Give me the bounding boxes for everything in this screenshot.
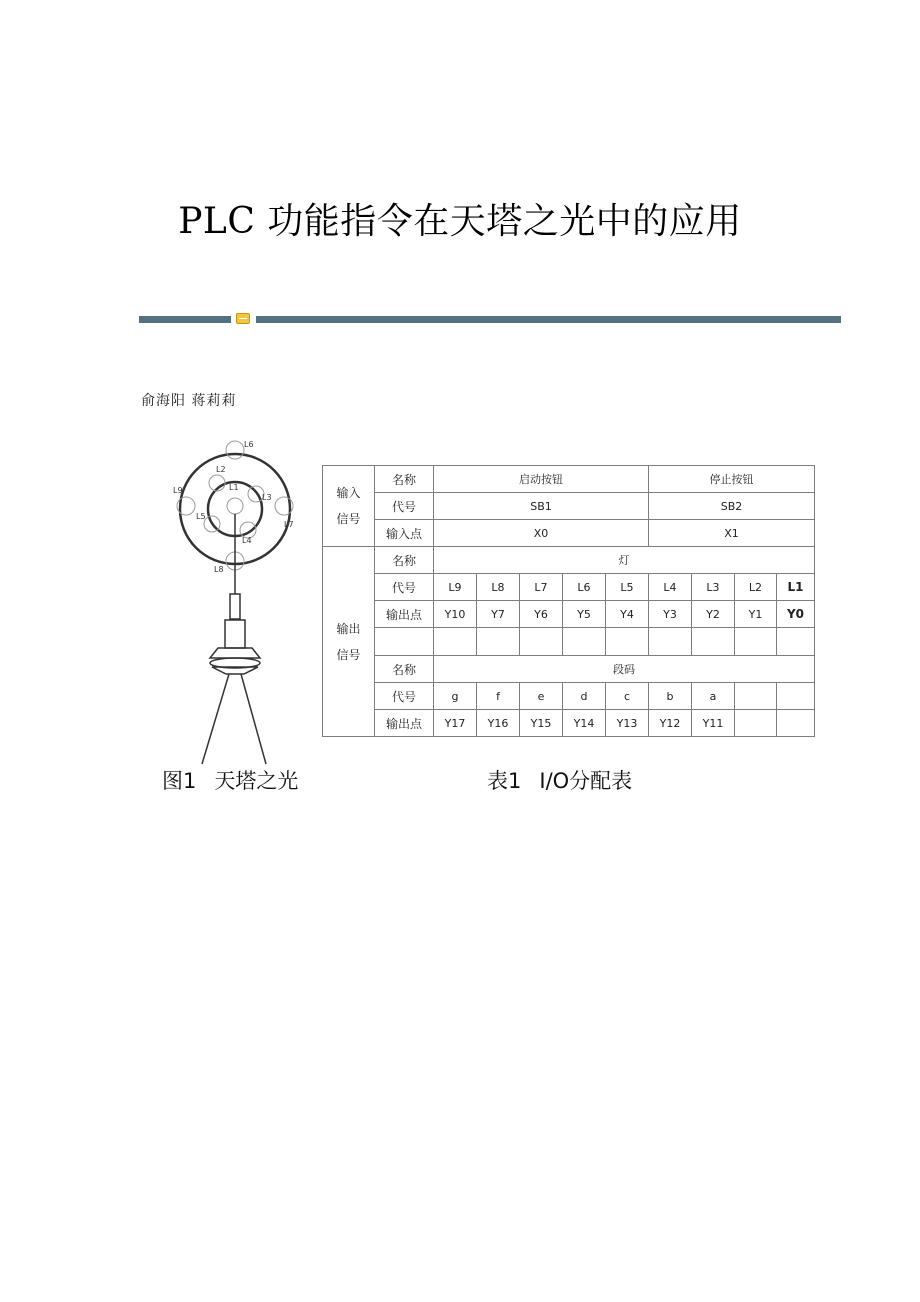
table-cell: L1 [777, 574, 815, 601]
tower-neck [230, 594, 240, 619]
table-cell [735, 710, 777, 737]
table-cell: a [692, 683, 735, 710]
title-rule-left [139, 316, 231, 323]
label-l8: L8 [214, 565, 224, 574]
table-cell [735, 683, 777, 710]
table-cell: SB2 [649, 493, 815, 520]
table-row [323, 574, 815, 601]
tower-leg-right [241, 674, 266, 764]
tower-figure [160, 434, 310, 774]
table-cell: g [434, 683, 477, 710]
table-row [323, 520, 815, 547]
table-cell: 启动按钮 [434, 466, 649, 493]
rule-badge-icon [236, 313, 250, 324]
table-cell: L8 [477, 574, 520, 601]
output-group-cell: 输出 信号 [323, 547, 375, 737]
table-cell [606, 628, 649, 656]
table-cell: L4 [649, 574, 692, 601]
table-cell: L2 [735, 574, 777, 601]
table-cell: c [606, 683, 649, 710]
table-cell: L5 [606, 574, 649, 601]
document-title: PLC 功能指令在天塔之光中的应用 [178, 201, 742, 242]
figure-caption-number: 图1 [162, 769, 197, 793]
table-cell: Y3 [649, 601, 692, 628]
table-cell: L3 [692, 574, 735, 601]
table-cell: Y13 [606, 710, 649, 737]
row-label: 名称 [375, 547, 434, 574]
lamp-l6 [226, 441, 244, 459]
table-caption-text: I/O分配表 [539, 769, 633, 793]
row-label: 名称 [375, 466, 434, 493]
label-l9: L9 [173, 486, 183, 495]
table-cell: Y14 [563, 710, 606, 737]
table-cell [649, 628, 692, 656]
row-label: 代号 [375, 683, 434, 710]
table-cell: 停止按钮 [649, 466, 815, 493]
table-cell [777, 710, 815, 737]
table-cell: Y0 [777, 601, 815, 628]
tower-body [225, 620, 245, 648]
table-cell: f [477, 683, 520, 710]
row-label: 输入点 [375, 520, 434, 547]
table-cell: Y5 [563, 601, 606, 628]
table-cell [520, 628, 563, 656]
table-cell [735, 628, 777, 656]
table-cell: L7 [520, 574, 563, 601]
table-cell: X1 [649, 520, 815, 547]
table-cell: 段码 [434, 656, 815, 683]
table-row [323, 601, 815, 628]
table-cell: SB1 [434, 493, 649, 520]
table-cell: Y1 [735, 601, 777, 628]
label-l1: L1 [229, 483, 239, 492]
table-row [323, 656, 815, 683]
table-cell: Y2 [692, 601, 735, 628]
table-row [323, 466, 815, 493]
table-cell [692, 628, 735, 656]
table-cell: 灯 [434, 547, 815, 574]
table-cell: X0 [434, 520, 649, 547]
table-cell [434, 628, 477, 656]
table-cell: Y11 [692, 710, 735, 737]
table-cell: Y15 [520, 710, 563, 737]
table-cell: L6 [563, 574, 606, 601]
input-group-cell: 输入 信号 [323, 466, 375, 547]
label-l2: L2 [216, 465, 226, 474]
title-rule-right [256, 316, 841, 323]
figure-caption-text: 天塔之光 [214, 769, 299, 793]
table-cell: e [520, 683, 563, 710]
label-l3: L3 [262, 493, 272, 502]
authors: 俞海阳 蒋莉莉 [141, 393, 237, 409]
row-label: 名称 [375, 656, 434, 683]
table-cell: Y6 [520, 601, 563, 628]
table-cell: b [649, 683, 692, 710]
table-cell [563, 628, 606, 656]
table-row [323, 493, 815, 520]
table-cell: Y10 [434, 601, 477, 628]
label-l5: L5 [196, 512, 206, 521]
table-row [323, 628, 815, 656]
row-label: 代号 [375, 493, 434, 520]
table-cell: Y17 [434, 710, 477, 737]
row-label: 输出点 [375, 710, 434, 737]
tower-top-cone [210, 648, 260, 658]
table-row [323, 547, 815, 574]
table-cell [477, 628, 520, 656]
table-cell [777, 683, 815, 710]
tower-leg-left [202, 674, 229, 764]
table-cell: Y16 [477, 710, 520, 737]
label-l6: L6 [244, 440, 254, 449]
table-cell: Y7 [477, 601, 520, 628]
table-cell [777, 628, 815, 656]
table-cell: d [563, 683, 606, 710]
figure-caption [162, 765, 298, 795]
table-cell: L9 [434, 574, 477, 601]
row-label: 代号 [375, 574, 434, 601]
row-label: 输出点 [375, 601, 434, 628]
table-cell: Y12 [649, 710, 692, 737]
table-cell: Y4 [606, 601, 649, 628]
table-caption-number: 表1 [487, 769, 522, 793]
table-row [323, 683, 815, 710]
table-cell [375, 628, 434, 656]
lamp-l1 [227, 498, 243, 514]
label-l7: L7 [284, 520, 294, 529]
io-allocation-table [322, 465, 815, 737]
table-caption [487, 765, 632, 795]
label-l4: L4 [242, 536, 252, 545]
table-row [323, 710, 815, 737]
